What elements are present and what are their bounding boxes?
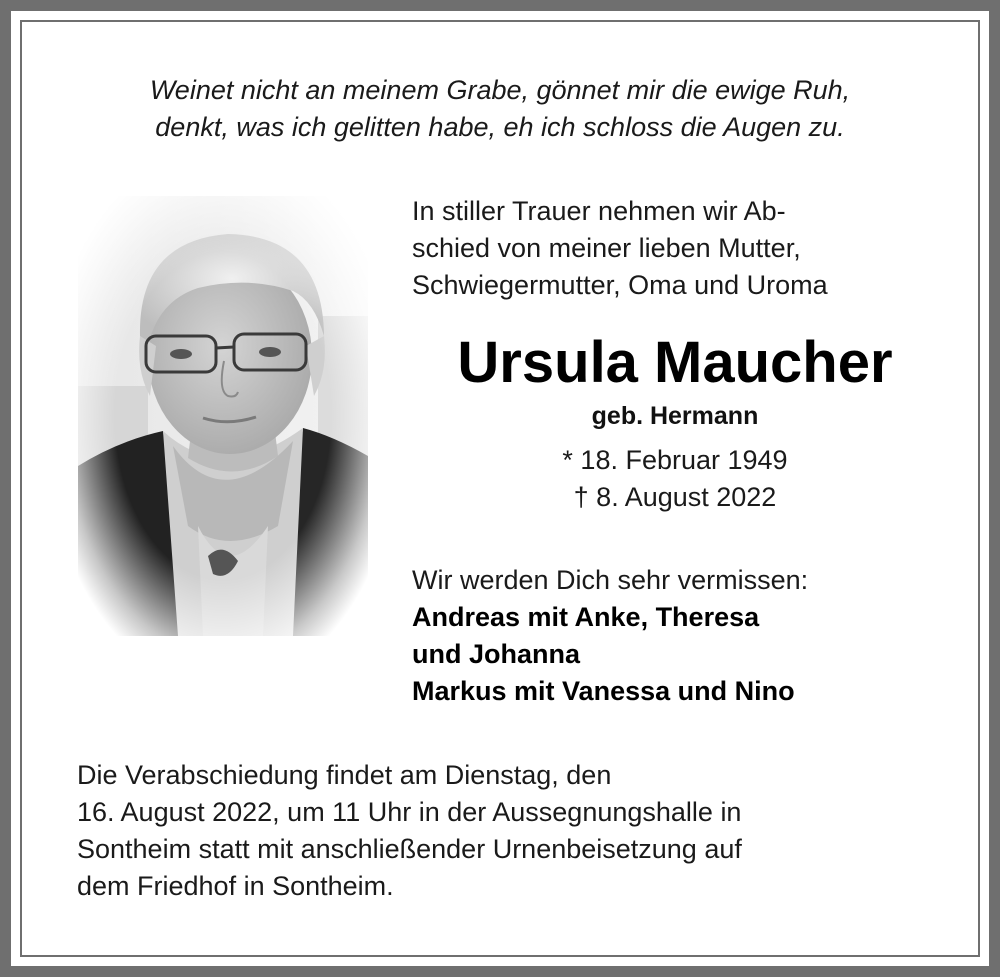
verse-line-2: denkt, was ich gelitten habe, eh ich schloss die Augen zu. (155, 112, 845, 142)
mourners-line-2: und Johanna (412, 639, 580, 669)
service-notice (77, 757, 957, 905)
service-line-3: Sontheim statt mit anschließender Urnenbeisetzung auf (77, 834, 742, 864)
death-date: † 8. August 2022 (573, 482, 777, 512)
maiden-name: geb. Hermann (591, 402, 759, 430)
memorial-verse (60, 72, 940, 146)
service-line-1: Die Verabschiedung findet am Dienstag, den (77, 760, 612, 790)
service-line-2: 16. August 2022, um 11 Uhr in der Aussegnungshalle in (77, 797, 742, 827)
mourners-line-3: Markus mit Vanessa und Nino (412, 676, 795, 706)
mourners-lead: Wir werden Dich sehr vermissen: (412, 565, 809, 595)
mourners-block (412, 562, 952, 710)
mourners-line-1: Andreas mit Anke, Theresa (412, 602, 760, 632)
deceased-name: Ursula Maucher (457, 330, 893, 395)
intro-line-3: Schwiegermutter, Oma und Uroma (412, 270, 828, 300)
intro-line-1: In stiller Trauer nehmen wir Ab- (412, 196, 786, 226)
service-line-4: dem Friedhof in Sontheim. (77, 871, 394, 901)
portrait-photo (78, 196, 368, 636)
intro-text (412, 193, 942, 304)
intro-line-2: schied von meiner lieben Mutter, (412, 233, 801, 263)
birth-date: * 18. Februar 1949 (562, 445, 788, 475)
life-dates (400, 442, 950, 516)
verse-line-1: Weinet nicht an meinem Grabe, gönnet mir die ewige Ruh, (149, 75, 851, 105)
